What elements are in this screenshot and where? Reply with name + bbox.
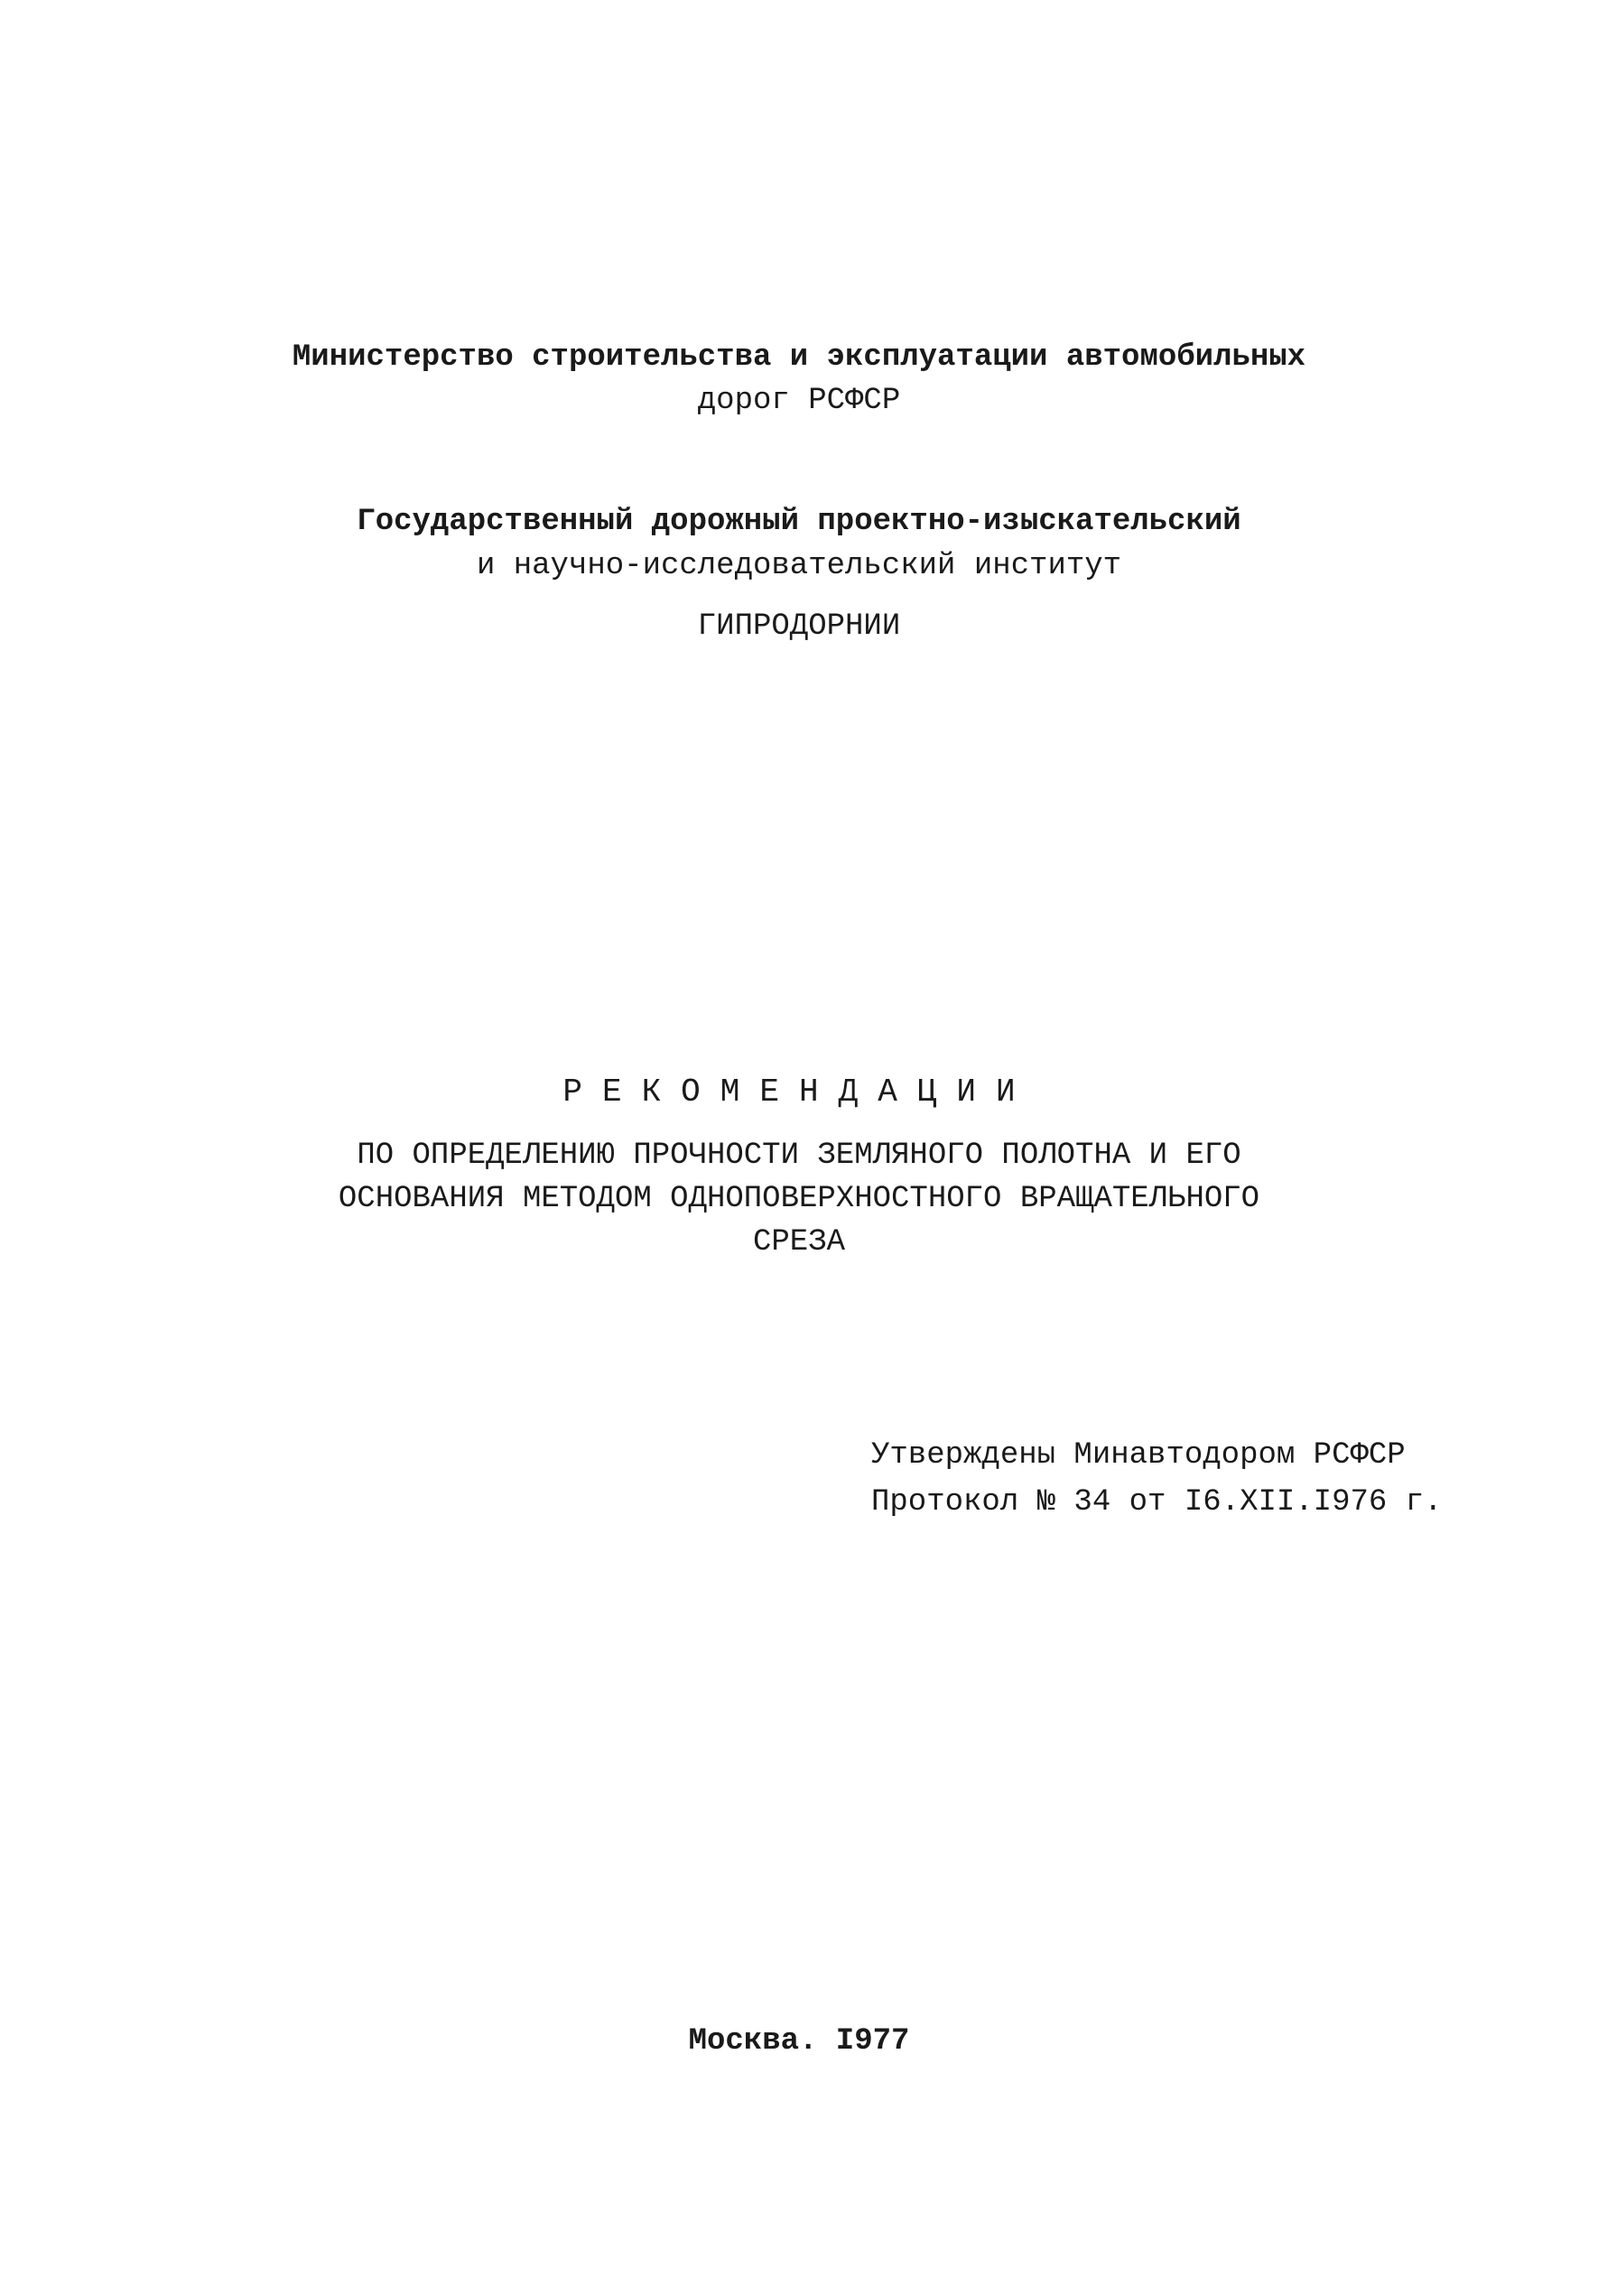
ministry-name-line-1: Министерство строительства и эксплуатации автомобильных xyxy=(292,340,1306,375)
document-subtitle-line-2: ОСНОВАНИЯ МЕТОДОМ ОДНОПОВЕРХНОСТНОГО ВРАЩАТЕЛЬНОГО xyxy=(338,1182,1260,1216)
document-title: РЕКОМЕНДАЦИИ xyxy=(562,1074,1036,1111)
ministry-name-line-2: дорог РСФСР xyxy=(697,384,901,418)
institute-name-line-2: и научно-исследовательский институт xyxy=(476,549,1122,583)
document-subtitle-line-3: СРЕЗА xyxy=(752,1225,846,1260)
approval-statement: Утверждены Минавтодором РСФСР xyxy=(871,1438,1406,1473)
institute-acronym: ГИПРОДОРНИИ xyxy=(697,609,901,644)
approval-protocol: Протокол № 34 от I6.XII.I976 г. xyxy=(871,1485,1443,1520)
publication-place-year: Москва. I977 xyxy=(688,2024,910,2059)
document-subtitle-line-1: ПО ОПРЕДЕЛЕНИЮ ПРОЧНОСТИ ЗЕМЛЯНОГО ПОЛОТНА И ЕГО xyxy=(357,1139,1241,1173)
institute-name-line-1: Государственный дорожный проектно-изыскательский xyxy=(357,505,1241,539)
